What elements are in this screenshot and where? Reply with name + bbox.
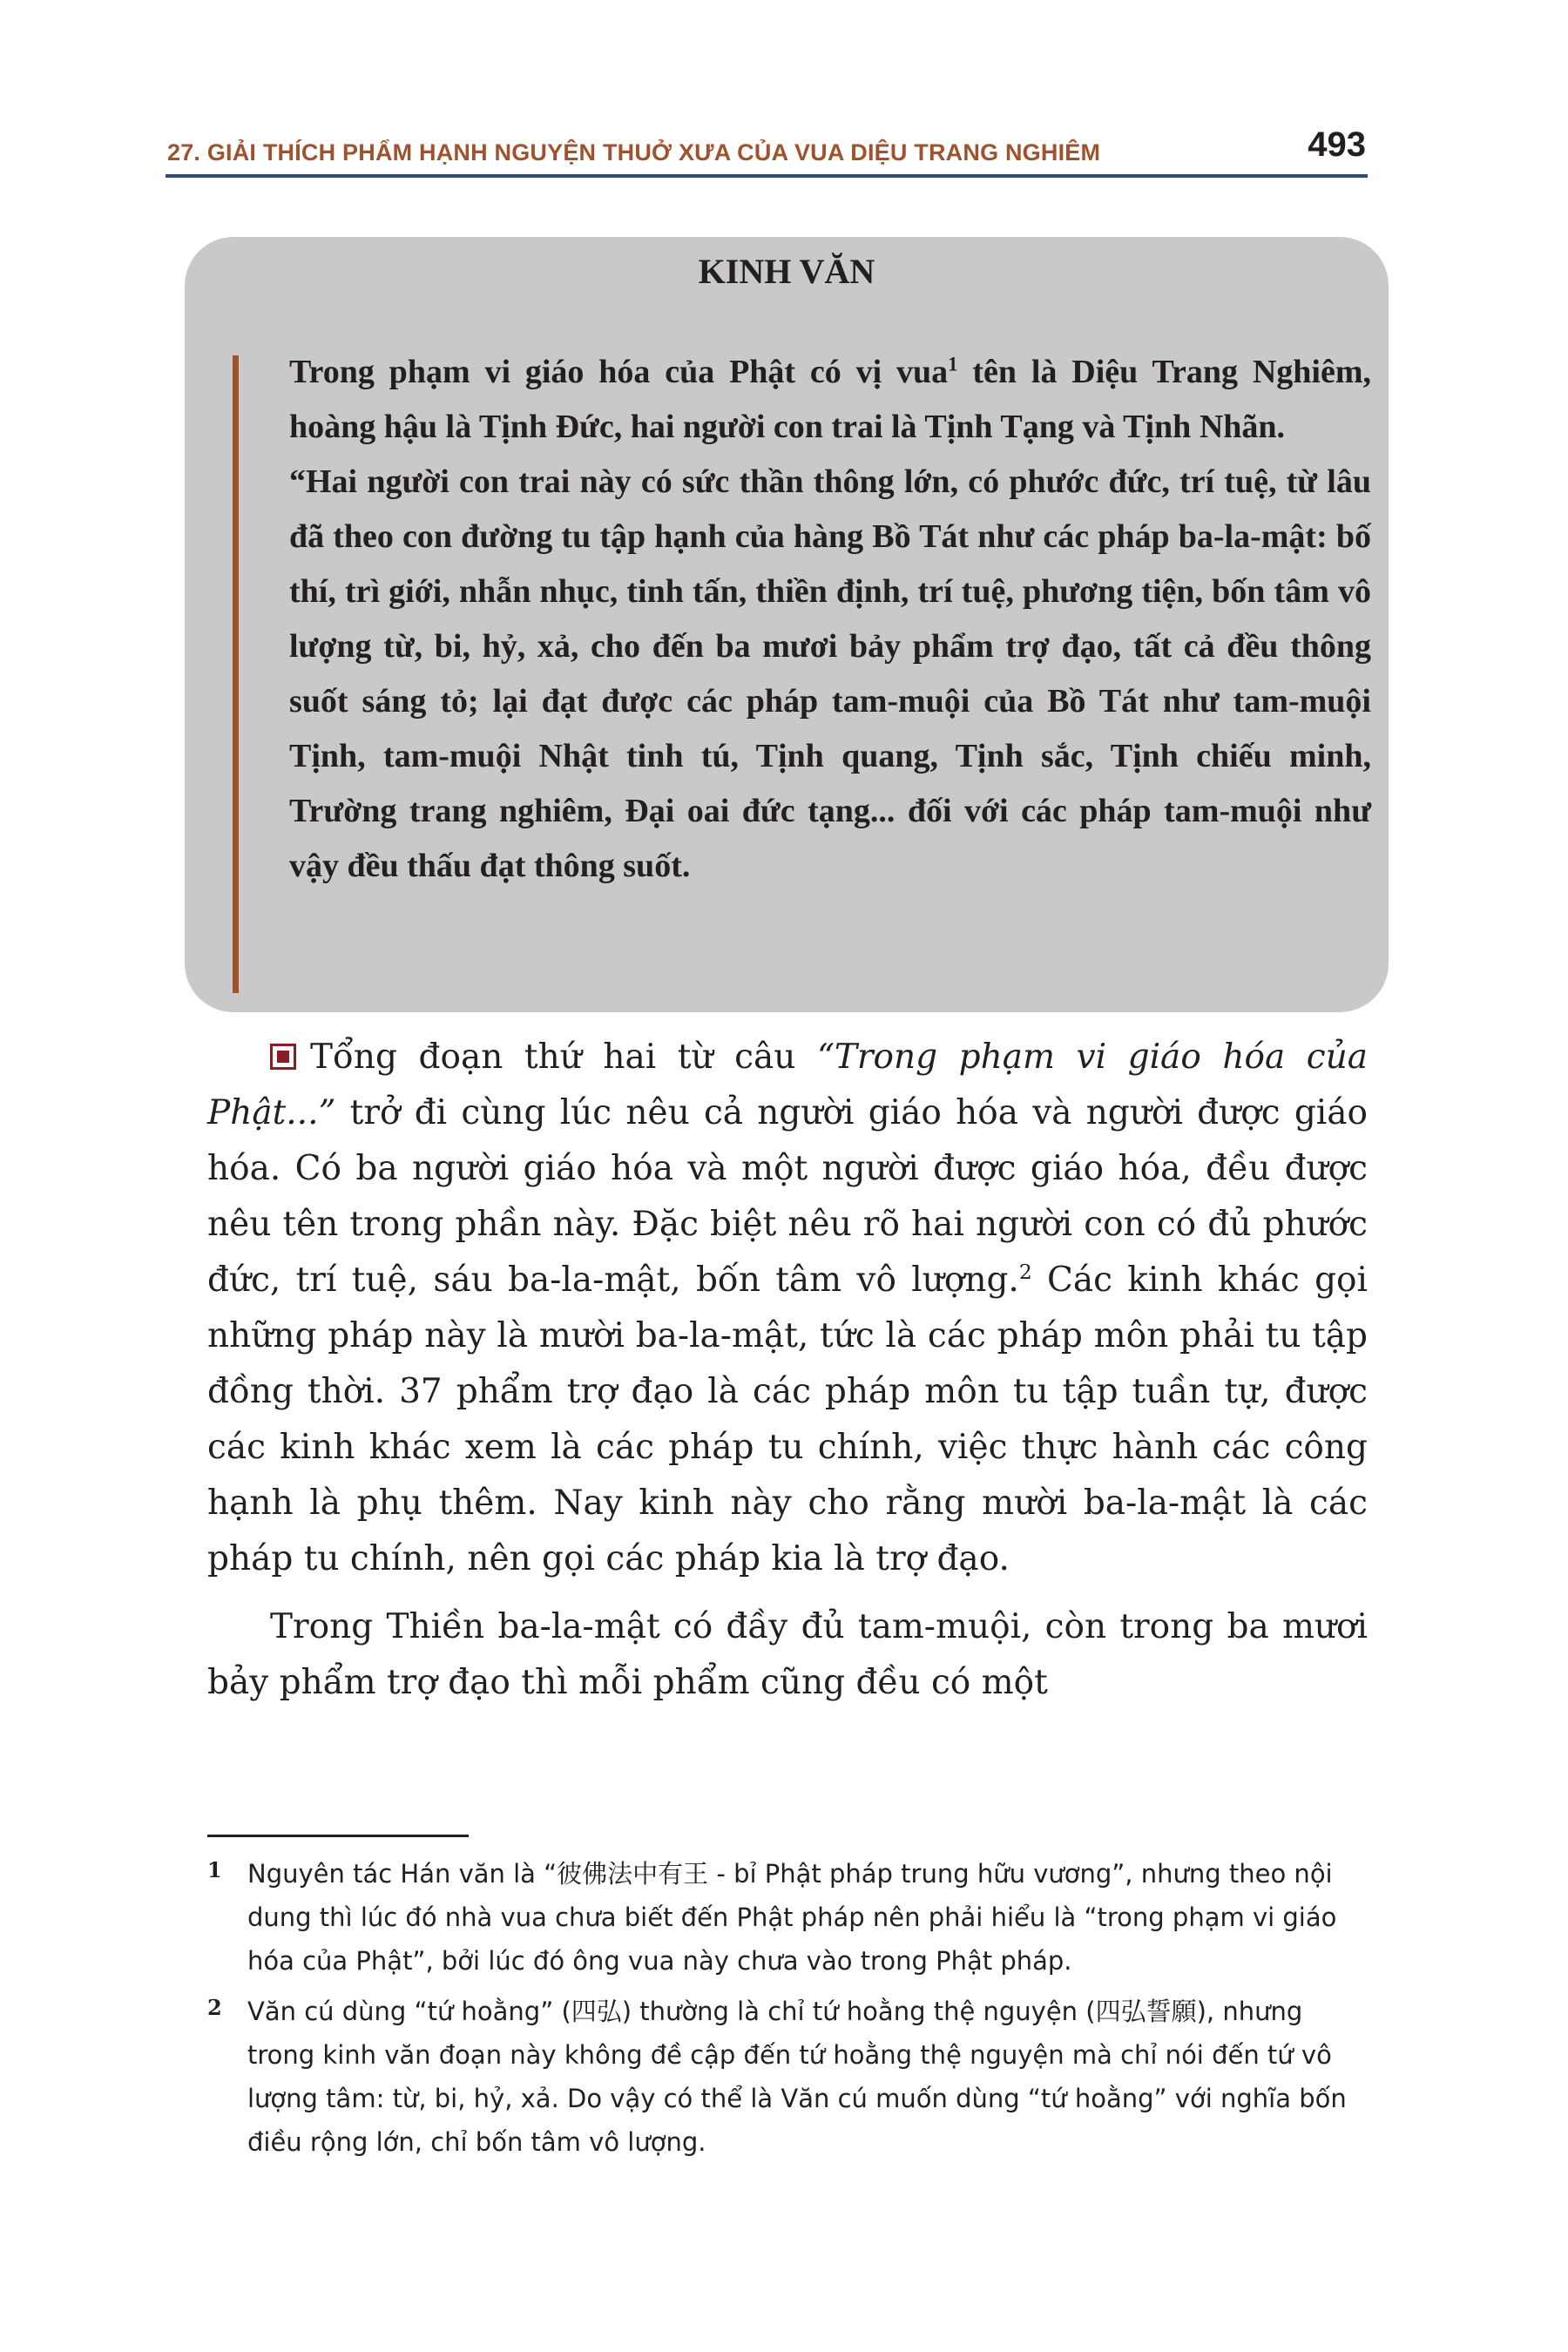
chapter-title: 27. GIẢI THÍCH PHẨM HẠNH NGUYỆN THUỞ XƯA CỦA VUA DIỆU TRANG NGHIÊM <box>167 139 1101 166</box>
scripture-paragraph-1: Trong phạm vi giáo hóa của Phật có vị vua$^1$ tên là Diệu Trang Nghiêm, hoàng hậu là Tịnh Đức, hai người con trai là Tịnh Tạng và Tịnh Nhãn. <box>289 353 1371 445</box>
footnote-ref-1[interactable]: 1 <box>948 353 958 375</box>
scripture-box <box>185 237 1389 1012</box>
quoted-phrase: “Trong phạm vi giáo hóa của Phật...” <box>207 1037 1368 1132</box>
scripture-paragraph-2: “Hai người con trai này có sức thần thông lớn, có phước đức, trí tuệ, từ lâu đã theo con đường tu tập hạnh của hàng Bồ Tát như các pháp ba-la-mật: bố thí, trì giới, nhẫn nhục, tinh tấn, thiền định, trí tuệ, phương tiện, bốn tâm vô lượng từ, bi, hỷ, xả, cho đến ba mươi bảy phẩm trợ đạo, tất cả đều thông suốt sáng tỏ; lại đạt được các pháp tam-muội của Bồ Tát như tam-muội Tịnh, tam-muội Nhật tinh tú, Tịnh quang, Tịnh sắc, Tịnh chiếu minh, Trường trang nghiêm, Đại oai đức tạng... đối với các pháp tam-muội như vậy đều thấu đạt thông suốt. <box>289 463 1371 884</box>
commentary <box>207 1030 1368 1711</box>
footnote-1 <box>207 1852 1368 1983</box>
footnote-number: 1 <box>207 1857 222 1882</box>
footnotes <box>207 1852 1368 2171</box>
footnote-text: Nguyên tác Hán văn là “彼佛法中有王 - bỉ Phật pháp trung hữu vương”, nhưng theo nội dung thì lúc đó nhà vua chưa biết đến Phật pháp nên phải hiểu là “trong phạm vi giáo hóa của Phật”, bởi lúc đó ông vua này chưa vào trong Phật pháp. <box>247 1859 1337 1976</box>
commentary-paragraph-2: Trong Thiền ba-la-mật có đầy đủ tam-muội, còn trong ba mươi bảy phẩm trợ đạo thì mỗi phẩm cũng đều có một <box>207 1607 1368 1702</box>
scripture-text <box>289 345 1371 894</box>
page-number: 493 <box>1308 125 1366 164</box>
footnote-2 <box>207 1990 1368 2164</box>
header-rule <box>166 174 1368 178</box>
scripture-heading: KINH VĂN <box>698 252 875 291</box>
running-header <box>166 120 1368 181</box>
scripture-accent-bar <box>233 355 239 993</box>
footnote-ref-2[interactable]: 2 <box>1018 1260 1032 1284</box>
footnote-rule <box>207 1835 469 1837</box>
footnote-number: 2 <box>207 1995 222 2020</box>
square-bullet-icon <box>270 1044 296 1070</box>
commentary-paragraph-1: Tổng đoạn thứ hai từ câu “Trong phạm vi giáo hóa của Phật...” trở đi cùng lúc nêu cả người giáo hóa và người được giáo hóa. Có ba người giáo hóa và một người được giáo hóa, đều được nêu tên trong phần này. Đặc biệt nêu rõ hai người con có đủ phước đức, trí tuệ, sáu ba-la-mật, bốn tâm vô lượng.$^2$ Các kinh khác gọi những pháp này là mười ba-la-mật, tức là các pháp môn phải tu tập đồng thời. 37 phẩm trợ đạo là các pháp môn tu tập tuần tự, được các kinh khác xem là các pháp tu chính, việc thực hành các công hạnh là phụ thêm. Nay kinh này cho rằng mười ba-la-mật là các pháp tu chính, nên gọi các pháp kia là trợ đạo. <box>207 1037 1369 1578</box>
footnote-text: Văn cú dùng “tứ hoằng” (四弘) thường là chỉ tứ hoằng thệ nguyện (四弘誓願), nhưng trong kinh văn đoạn này không đề cập đến tứ hoằng thệ nguyện mà chỉ nói đến tứ vô lượng tâm: từ, bi, hỷ, xả. Do vậy có thể là Văn cú muốn dùng “tứ hoằng” với nghĩa bốn điều rộng lớn, chỉ bốn tâm vô lượng. <box>247 1997 1347 2157</box>
